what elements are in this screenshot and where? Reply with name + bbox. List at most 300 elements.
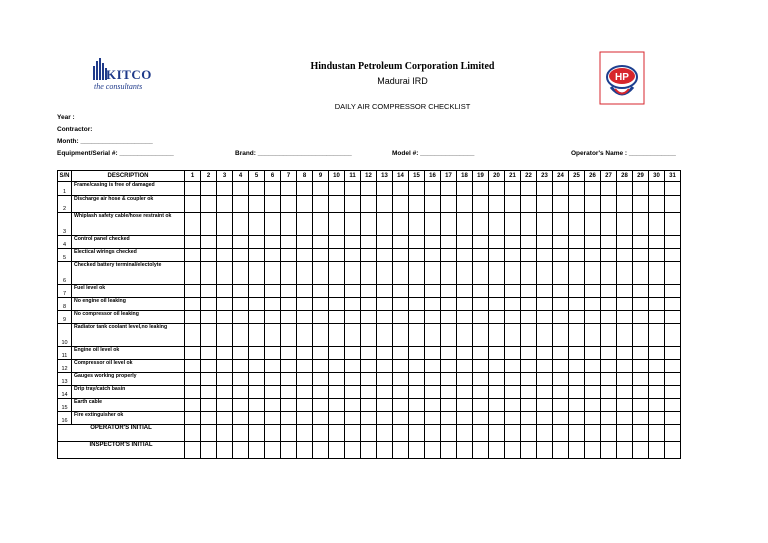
check-cell[interactable]: [569, 213, 585, 236]
check-cell[interactable]: [505, 373, 521, 386]
check-cell[interactable]: [185, 399, 201, 412]
initial-cell[interactable]: [521, 425, 537, 442]
check-cell[interactable]: [553, 347, 569, 360]
check-cell[interactable]: [537, 298, 553, 311]
check-cell[interactable]: [585, 360, 601, 373]
check-cell[interactable]: [393, 182, 409, 196]
check-cell[interactable]: [281, 311, 297, 324]
check-cell[interactable]: [665, 262, 681, 285]
check-cell[interactable]: [569, 182, 585, 196]
check-cell[interactable]: [585, 262, 601, 285]
check-cell[interactable]: [265, 298, 281, 311]
check-cell[interactable]: [409, 285, 425, 298]
initial-cell[interactable]: [409, 425, 425, 442]
check-cell[interactable]: [457, 196, 473, 213]
check-cell[interactable]: [393, 249, 409, 262]
initial-cell[interactable]: [377, 425, 393, 442]
check-cell[interactable]: [425, 360, 441, 373]
check-cell[interactable]: [505, 236, 521, 249]
check-cell[interactable]: [617, 311, 633, 324]
check-cell[interactable]: [329, 399, 345, 412]
check-cell[interactable]: [537, 262, 553, 285]
check-cell[interactable]: [521, 399, 537, 412]
initial-cell[interactable]: [489, 442, 505, 459]
check-cell[interactable]: [601, 182, 617, 196]
check-cell[interactable]: [297, 298, 313, 311]
check-cell[interactable]: [537, 386, 553, 399]
check-cell[interactable]: [569, 262, 585, 285]
initial-cell[interactable]: [585, 425, 601, 442]
check-cell[interactable]: [377, 213, 393, 236]
check-cell[interactable]: [441, 399, 457, 412]
check-cell[interactable]: [249, 298, 265, 311]
check-cell[interactable]: [265, 249, 281, 262]
check-cell[interactable]: [249, 373, 265, 386]
check-cell[interactable]: [297, 311, 313, 324]
check-cell[interactable]: [297, 262, 313, 285]
check-cell[interactable]: [313, 311, 329, 324]
check-cell[interactable]: [633, 399, 649, 412]
check-cell[interactable]: [505, 262, 521, 285]
check-cell[interactable]: [393, 311, 409, 324]
check-cell[interactable]: [537, 373, 553, 386]
check-cell[interactable]: [521, 324, 537, 347]
check-cell[interactable]: [217, 324, 233, 347]
check-cell[interactable]: [377, 249, 393, 262]
check-cell[interactable]: [281, 373, 297, 386]
check-cell[interactable]: [377, 373, 393, 386]
check-cell[interactable]: [425, 262, 441, 285]
check-cell[interactable]: [585, 182, 601, 196]
check-cell[interactable]: [201, 347, 217, 360]
check-cell[interactable]: [649, 399, 665, 412]
check-cell[interactable]: [649, 285, 665, 298]
check-cell[interactable]: [457, 249, 473, 262]
check-cell[interactable]: [553, 249, 569, 262]
check-cell[interactable]: [585, 347, 601, 360]
check-cell[interactable]: [665, 182, 681, 196]
check-cell[interactable]: [233, 196, 249, 213]
check-cell[interactable]: [601, 236, 617, 249]
check-cell[interactable]: [201, 249, 217, 262]
check-cell[interactable]: [265, 182, 281, 196]
check-cell[interactable]: [345, 373, 361, 386]
check-cell[interactable]: [329, 412, 345, 425]
check-cell[interactable]: [201, 386, 217, 399]
check-cell[interactable]: [233, 386, 249, 399]
check-cell[interactable]: [601, 196, 617, 213]
check-cell[interactable]: [665, 285, 681, 298]
check-cell[interactable]: [489, 399, 505, 412]
initial-cell[interactable]: [537, 425, 553, 442]
check-cell[interactable]: [425, 412, 441, 425]
check-cell[interactable]: [361, 360, 377, 373]
check-cell[interactable]: [297, 347, 313, 360]
check-cell[interactable]: [617, 360, 633, 373]
check-cell[interactable]: [473, 298, 489, 311]
check-cell[interactable]: [457, 347, 473, 360]
check-cell[interactable]: [297, 196, 313, 213]
check-cell[interactable]: [665, 373, 681, 386]
check-cell[interactable]: [185, 249, 201, 262]
check-cell[interactable]: [233, 311, 249, 324]
check-cell[interactable]: [185, 285, 201, 298]
check-cell[interactable]: [617, 347, 633, 360]
check-cell[interactable]: [665, 196, 681, 213]
check-cell[interactable]: [473, 347, 489, 360]
check-cell[interactable]: [281, 249, 297, 262]
initial-cell[interactable]: [441, 442, 457, 459]
check-cell[interactable]: [281, 213, 297, 236]
check-cell[interactable]: [377, 412, 393, 425]
check-cell[interactable]: [601, 373, 617, 386]
check-cell[interactable]: [521, 196, 537, 213]
check-cell[interactable]: [553, 399, 569, 412]
check-cell[interactable]: [217, 386, 233, 399]
check-cell[interactable]: [617, 412, 633, 425]
check-cell[interactable]: [233, 298, 249, 311]
check-cell[interactable]: [665, 311, 681, 324]
check-cell[interactable]: [377, 399, 393, 412]
check-cell[interactable]: [617, 285, 633, 298]
check-cell[interactable]: [409, 262, 425, 285]
check-cell[interactable]: [393, 236, 409, 249]
check-cell[interactable]: [281, 182, 297, 196]
check-cell[interactable]: [537, 360, 553, 373]
check-cell[interactable]: [441, 182, 457, 196]
check-cell[interactable]: [249, 196, 265, 213]
initial-cell[interactable]: [617, 442, 633, 459]
check-cell[interactable]: [665, 324, 681, 347]
check-cell[interactable]: [313, 182, 329, 196]
check-cell[interactable]: [217, 360, 233, 373]
check-cell[interactable]: [585, 311, 601, 324]
check-cell[interactable]: [569, 311, 585, 324]
check-cell[interactable]: [265, 373, 281, 386]
initial-cell[interactable]: [617, 425, 633, 442]
check-cell[interactable]: [297, 360, 313, 373]
check-cell[interactable]: [537, 236, 553, 249]
check-cell[interactable]: [521, 298, 537, 311]
check-cell[interactable]: [569, 249, 585, 262]
check-cell[interactable]: [329, 298, 345, 311]
check-cell[interactable]: [457, 324, 473, 347]
check-cell[interactable]: [201, 298, 217, 311]
check-cell[interactable]: [457, 360, 473, 373]
check-cell[interactable]: [249, 399, 265, 412]
check-cell[interactable]: [393, 196, 409, 213]
check-cell[interactable]: [329, 262, 345, 285]
check-cell[interactable]: [505, 399, 521, 412]
check-cell[interactable]: [473, 236, 489, 249]
check-cell[interactable]: [649, 324, 665, 347]
check-cell[interactable]: [553, 386, 569, 399]
check-cell[interactable]: [537, 412, 553, 425]
check-cell[interactable]: [201, 360, 217, 373]
check-cell[interactable]: [521, 412, 537, 425]
check-cell[interactable]: [457, 412, 473, 425]
check-cell[interactable]: [569, 285, 585, 298]
check-cell[interactable]: [601, 347, 617, 360]
initial-cell[interactable]: [569, 442, 585, 459]
check-cell[interactable]: [617, 262, 633, 285]
check-cell[interactable]: [201, 182, 217, 196]
check-cell[interactable]: [425, 182, 441, 196]
check-cell[interactable]: [633, 347, 649, 360]
check-cell[interactable]: [441, 298, 457, 311]
check-cell[interactable]: [425, 373, 441, 386]
check-cell[interactable]: [345, 285, 361, 298]
check-cell[interactable]: [521, 373, 537, 386]
check-cell[interactable]: [569, 360, 585, 373]
check-cell[interactable]: [665, 249, 681, 262]
check-cell[interactable]: [345, 360, 361, 373]
check-cell[interactable]: [329, 236, 345, 249]
check-cell[interactable]: [441, 311, 457, 324]
check-cell[interactable]: [233, 285, 249, 298]
check-cell[interactable]: [393, 298, 409, 311]
check-cell[interactable]: [569, 399, 585, 412]
check-cell[interactable]: [617, 324, 633, 347]
check-cell[interactable]: [585, 196, 601, 213]
check-cell[interactable]: [297, 399, 313, 412]
check-cell[interactable]: [569, 298, 585, 311]
check-cell[interactable]: [185, 262, 201, 285]
initial-cell[interactable]: [425, 442, 441, 459]
initial-cell[interactable]: [665, 442, 681, 459]
check-cell[interactable]: [441, 386, 457, 399]
check-cell[interactable]: [297, 249, 313, 262]
check-cell[interactable]: [505, 311, 521, 324]
check-cell[interactable]: [409, 298, 425, 311]
check-cell[interactable]: [585, 298, 601, 311]
check-cell[interactable]: [617, 196, 633, 213]
initial-cell[interactable]: [217, 442, 233, 459]
check-cell[interactable]: [313, 360, 329, 373]
check-cell[interactable]: [425, 196, 441, 213]
check-cell[interactable]: [233, 373, 249, 386]
check-cell[interactable]: [665, 386, 681, 399]
check-cell[interactable]: [217, 249, 233, 262]
check-cell[interactable]: [441, 213, 457, 236]
check-cell[interactable]: [345, 386, 361, 399]
check-cell[interactable]: [201, 373, 217, 386]
check-cell[interactable]: [585, 213, 601, 236]
check-cell[interactable]: [521, 386, 537, 399]
check-cell[interactable]: [281, 196, 297, 213]
initial-cell[interactable]: [649, 425, 665, 442]
check-cell[interactable]: [425, 285, 441, 298]
check-cell[interactable]: [457, 285, 473, 298]
check-cell[interactable]: [553, 360, 569, 373]
check-cell[interactable]: [569, 373, 585, 386]
initial-cell[interactable]: [505, 425, 521, 442]
check-cell[interactable]: [489, 298, 505, 311]
check-cell[interactable]: [553, 285, 569, 298]
check-cell[interactable]: [553, 311, 569, 324]
check-cell[interactable]: [521, 182, 537, 196]
check-cell[interactable]: [201, 324, 217, 347]
initial-cell[interactable]: [473, 442, 489, 459]
check-cell[interactable]: [505, 324, 521, 347]
check-cell[interactable]: [185, 386, 201, 399]
check-cell[interactable]: [425, 324, 441, 347]
check-cell[interactable]: [649, 311, 665, 324]
check-cell[interactable]: [521, 347, 537, 360]
initial-cell[interactable]: [553, 442, 569, 459]
check-cell[interactable]: [489, 182, 505, 196]
check-cell[interactable]: [377, 182, 393, 196]
check-cell[interactable]: [665, 298, 681, 311]
check-cell[interactable]: [601, 412, 617, 425]
check-cell[interactable]: [425, 298, 441, 311]
check-cell[interactable]: [201, 399, 217, 412]
check-cell[interactable]: [233, 249, 249, 262]
check-cell[interactable]: [409, 399, 425, 412]
check-cell[interactable]: [633, 324, 649, 347]
check-cell[interactable]: [297, 324, 313, 347]
check-cell[interactable]: [569, 347, 585, 360]
check-cell[interactable]: [633, 213, 649, 236]
check-cell[interactable]: [521, 213, 537, 236]
check-cell[interactable]: [345, 182, 361, 196]
check-cell[interactable]: [393, 373, 409, 386]
initial-cell[interactable]: [601, 425, 617, 442]
check-cell[interactable]: [329, 285, 345, 298]
check-cell[interactable]: [409, 324, 425, 347]
check-cell[interactable]: [665, 347, 681, 360]
check-cell[interactable]: [265, 360, 281, 373]
check-cell[interactable]: [633, 373, 649, 386]
initial-cell[interactable]: [633, 425, 649, 442]
check-cell[interactable]: [345, 298, 361, 311]
check-cell[interactable]: [249, 262, 265, 285]
check-cell[interactable]: [521, 360, 537, 373]
check-cell[interactable]: [649, 360, 665, 373]
check-cell[interactable]: [185, 213, 201, 236]
check-cell[interactable]: [537, 399, 553, 412]
check-cell[interactable]: [265, 311, 281, 324]
check-cell[interactable]: [553, 373, 569, 386]
check-cell[interactable]: [633, 236, 649, 249]
check-cell[interactable]: [633, 311, 649, 324]
check-cell[interactable]: [457, 373, 473, 386]
check-cell[interactable]: [585, 386, 601, 399]
check-cell[interactable]: [329, 373, 345, 386]
initial-cell[interactable]: [313, 425, 329, 442]
check-cell[interactable]: [185, 373, 201, 386]
check-cell[interactable]: [617, 249, 633, 262]
check-cell[interactable]: [329, 386, 345, 399]
check-cell[interactable]: [425, 236, 441, 249]
check-cell[interactable]: [649, 236, 665, 249]
check-cell[interactable]: [217, 311, 233, 324]
check-cell[interactable]: [537, 182, 553, 196]
check-cell[interactable]: [665, 213, 681, 236]
initial-cell[interactable]: [345, 425, 361, 442]
check-cell[interactable]: [617, 298, 633, 311]
check-cell[interactable]: [361, 236, 377, 249]
check-cell[interactable]: [633, 262, 649, 285]
check-cell[interactable]: [281, 262, 297, 285]
initial-cell[interactable]: [233, 442, 249, 459]
check-cell[interactable]: [633, 196, 649, 213]
initial-cell[interactable]: [185, 425, 201, 442]
check-cell[interactable]: [185, 324, 201, 347]
check-cell[interactable]: [361, 412, 377, 425]
check-cell[interactable]: [201, 213, 217, 236]
check-cell[interactable]: [569, 386, 585, 399]
check-cell[interactable]: [265, 412, 281, 425]
check-cell[interactable]: [585, 399, 601, 412]
check-cell[interactable]: [265, 285, 281, 298]
check-cell[interactable]: [201, 412, 217, 425]
check-cell[interactable]: [409, 412, 425, 425]
check-cell[interactable]: [553, 236, 569, 249]
check-cell[interactable]: [185, 298, 201, 311]
initial-cell[interactable]: [313, 442, 329, 459]
initial-cell[interactable]: [281, 442, 297, 459]
check-cell[interactable]: [361, 249, 377, 262]
check-cell[interactable]: [345, 236, 361, 249]
check-cell[interactable]: [217, 412, 233, 425]
check-cell[interactable]: [409, 311, 425, 324]
check-cell[interactable]: [409, 373, 425, 386]
initial-cell[interactable]: [265, 442, 281, 459]
check-cell[interactable]: [265, 386, 281, 399]
check-cell[interactable]: [537, 324, 553, 347]
check-cell[interactable]: [553, 196, 569, 213]
initial-cell[interactable]: [201, 442, 217, 459]
check-cell[interactable]: [265, 196, 281, 213]
initial-cell[interactable]: [489, 425, 505, 442]
check-cell[interactable]: [569, 236, 585, 249]
check-cell[interactable]: [585, 249, 601, 262]
check-cell[interactable]: [329, 249, 345, 262]
check-cell[interactable]: [537, 213, 553, 236]
check-cell[interactable]: [377, 236, 393, 249]
check-cell[interactable]: [281, 386, 297, 399]
check-cell[interactable]: [617, 236, 633, 249]
check-cell[interactable]: [345, 262, 361, 285]
check-cell[interactable]: [393, 347, 409, 360]
check-cell[interactable]: [489, 249, 505, 262]
check-cell[interactable]: [217, 182, 233, 196]
check-cell[interactable]: [473, 213, 489, 236]
check-cell[interactable]: [217, 298, 233, 311]
check-cell[interactable]: [473, 249, 489, 262]
check-cell[interactable]: [649, 386, 665, 399]
check-cell[interactable]: [329, 360, 345, 373]
initial-cell[interactable]: [329, 442, 345, 459]
check-cell[interactable]: [489, 311, 505, 324]
initial-cell[interactable]: [233, 425, 249, 442]
check-cell[interactable]: [505, 182, 521, 196]
check-cell[interactable]: [649, 196, 665, 213]
check-cell[interactable]: [281, 412, 297, 425]
check-cell[interactable]: [505, 347, 521, 360]
check-cell[interactable]: [313, 412, 329, 425]
check-cell[interactable]: [505, 285, 521, 298]
initial-cell[interactable]: [329, 425, 345, 442]
check-cell[interactable]: [361, 386, 377, 399]
check-cell[interactable]: [201, 196, 217, 213]
check-cell[interactable]: [521, 262, 537, 285]
check-cell[interactable]: [233, 213, 249, 236]
check-cell[interactable]: [393, 213, 409, 236]
check-cell[interactable]: [361, 311, 377, 324]
initial-cell[interactable]: [393, 425, 409, 442]
